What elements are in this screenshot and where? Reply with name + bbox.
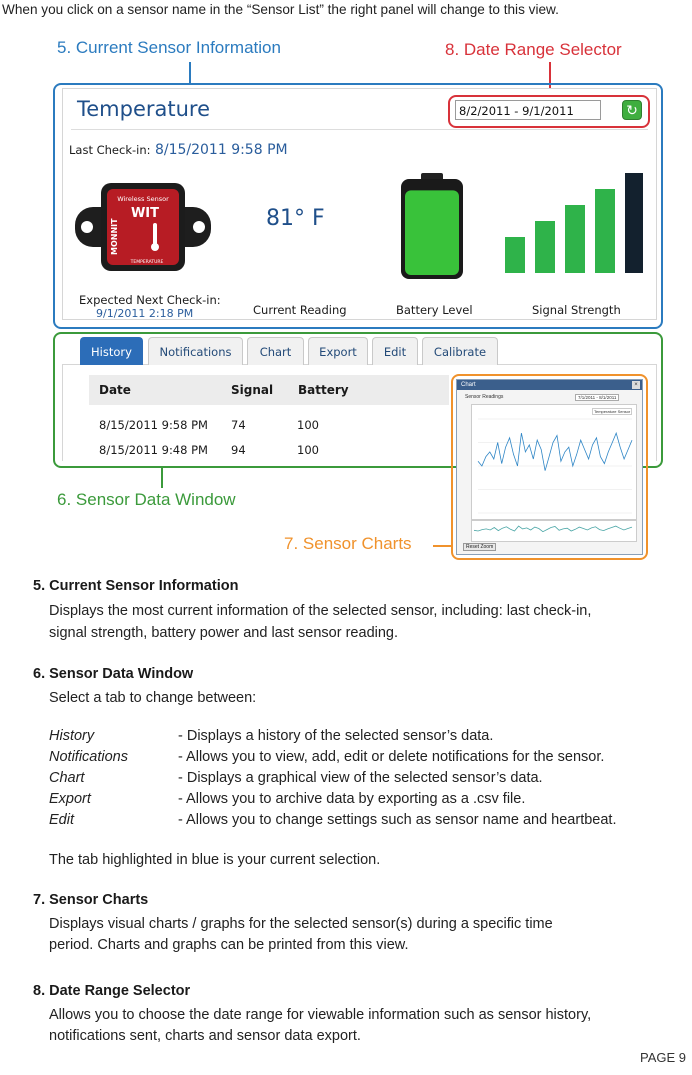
term-edit: Edit — [49, 812, 74, 828]
section-6-note: The tab highlighted in blue is your current selection. — [49, 852, 381, 868]
table-cell: 94 — [231, 443, 246, 457]
tab-chart[interactable]: Chart — [247, 337, 304, 365]
signal-bar — [565, 205, 585, 273]
date-range-input[interactable]: 8/2/2011 - 9/1/2011 — [455, 100, 601, 120]
term-history: History — [49, 728, 95, 744]
page-number: PAGE 9 — [639, 1050, 686, 1065]
callout-data-window: 6. Sensor Data Window — [57, 490, 236, 509]
chart-legend: Temperature Sensor — [594, 409, 631, 414]
term-notifications: Notifications — [49, 749, 128, 765]
expected-checkin-label: Expected Next Check-in: — [79, 293, 221, 307]
chart-series-line — [478, 433, 632, 471]
close-icon[interactable]: × — [632, 381, 640, 389]
callout-current-info: 5. Current Sensor Information — [57, 38, 281, 57]
signal-bar — [535, 221, 555, 273]
def-edit: - Allows you to change settings such as sensor name and heartbeat. — [178, 812, 617, 828]
last-checkin-label: Last Check-in: — [69, 143, 151, 157]
signal-bar — [625, 173, 643, 273]
th-battery: Battery — [298, 383, 349, 397]
tab-history[interactable]: History — [80, 337, 143, 365]
chart-window — [456, 379, 643, 555]
signal-bar — [595, 189, 615, 273]
battery-fill — [405, 190, 459, 275]
signal-strength-icon — [503, 173, 643, 273]
device-label-top: Wireless Sensor — [117, 195, 169, 203]
chart-window-titlebar: Chart — [457, 380, 642, 390]
chart-plot-area[interactable] — [471, 404, 637, 520]
section-7-heading: 7. Sensor Charts — [33, 892, 149, 908]
callout-date-range: 8. Date Range Selector — [445, 40, 622, 59]
def-notifications: - Allows you to view, add, edit or delete notifications for the sensor. — [178, 749, 605, 765]
expected-checkin-value: 9/1/2011 2:18 PM — [96, 307, 194, 320]
callout-line-green — [161, 468, 163, 488]
section-5-line1: Displays the most current information of the selected sensor, including: last check-in, — [49, 603, 592, 619]
navigator-series-line — [474, 526, 632, 532]
battery-level-label: Battery Level — [396, 303, 473, 317]
section-6-heading: 6. Sensor Data Window — [33, 666, 194, 682]
callout-line-blue — [189, 62, 191, 84]
tab-export[interactable]: Export — [308, 337, 368, 365]
section-5-heading: 5. Current Sensor Information — [33, 578, 239, 594]
table-header — [89, 375, 449, 405]
signal-strength-label: Signal Strength — [532, 303, 621, 317]
table-cell: 8/15/2011 9:58 PM — [99, 418, 208, 432]
def-history: - Displays a history of the selected sensor’s data. — [178, 728, 494, 744]
device-label-bottom: TEMPERATURE — [130, 260, 164, 265]
refresh-icon[interactable]: ↻ — [622, 100, 642, 120]
term-chart: Chart — [49, 770, 85, 786]
term-export: Export — [49, 791, 91, 807]
table-cell: 100 — [297, 418, 319, 432]
th-date: Date — [99, 383, 131, 397]
date-range-container — [62, 88, 657, 148]
section-6-intro: Select a tab to change between: — [49, 690, 257, 706]
section-8-line1: Allows you to choose the date range for viewable information such as sensor history, — [49, 1007, 592, 1023]
intro-text: When you click on a sensor name in the “Sensor List” the right panel will change to this view. — [2, 2, 559, 17]
device-label-side: MONNIT — [110, 218, 119, 255]
section-8-heading: 8. Date Range Selector — [33, 983, 191, 999]
tab-calibrate[interactable]: Calibrate — [422, 337, 498, 365]
def-export: - Allows you to archive data by exporting as a .csv file. — [178, 791, 526, 807]
section-5-line2: signal strength, battery power and last sensor reading. — [49, 625, 399, 641]
chart-navigator[interactable] — [471, 520, 637, 542]
last-checkin-value: 8/15/2011 9:58 PM — [154, 142, 288, 158]
table-cell: 74 — [231, 418, 246, 432]
section-8-line2: notifications sent, charts and sensor data export. — [49, 1028, 361, 1044]
reset-zoom-button[interactable]: Reset Zoom — [463, 543, 496, 551]
navigator-line-chart — [472, 521, 636, 541]
battery-icon — [397, 167, 467, 282]
sensor-device-image — [73, 177, 213, 277]
chart-range-input[interactable]: 7/1/2011 - 8/1/2011 — [575, 394, 619, 401]
current-reading-label: Current Reading — [253, 303, 347, 317]
signal-bar — [505, 237, 525, 273]
device-label-brand: WIT — [130, 206, 160, 221]
section-7-line2: period. Charts and graphs can be printed from this view. — [49, 937, 409, 953]
th-signal: Signal — [231, 383, 274, 397]
current-reading-value: 81° F — [266, 206, 325, 231]
callout-charts: 7. Sensor Charts — [284, 534, 412, 553]
section-7-line1: Displays visual charts / graphs for the selected sensor(s) during a specific time — [49, 916, 553, 932]
sensor-title: Temperature — [77, 97, 211, 121]
table-cell: 100 — [297, 443, 319, 457]
callout-line-orange — [433, 545, 453, 547]
def-chart: - Displays a graphical view of the selected sensor’s data. — [178, 770, 543, 786]
main-line-chart — [472, 405, 636, 519]
table-cell: 8/15/2011 9:48 PM — [99, 443, 208, 457]
chart-subtitle: Sensor Readings — [465, 394, 504, 400]
tab-notifications[interactable]: Notifications — [148, 337, 243, 365]
tab-edit[interactable]: Edit — [372, 337, 418, 365]
